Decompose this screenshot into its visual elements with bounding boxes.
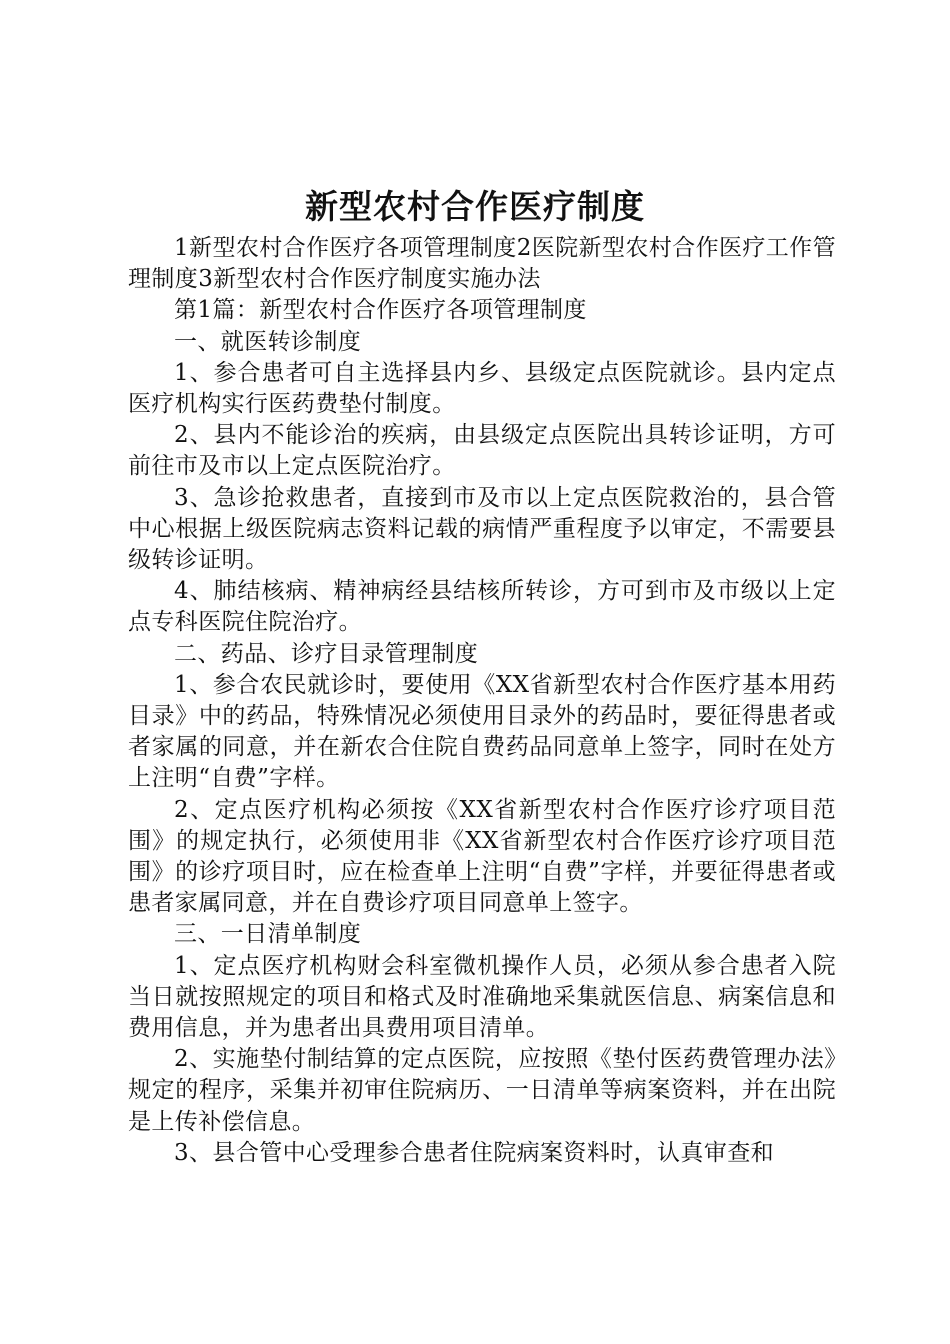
paragraph-drug-catalog-2: 2、定点医疗机构必须按《XX省新型农村合作医疗诊疗项目范围》的规定执行，必须使用非《XX省新型农村合作医疗诊疗项目范围》的诊疗项目时，应在检查单上注明“自费”字样，并要征得患者或患者家属同意，并在自费诊疗项目同意单上签字。 xyxy=(128,796,836,917)
document-title: 新型农村合作医疗制度 xyxy=(305,187,645,226)
paragraph-referral-2: 2、县内不能诊治的疾病，由县级定点医院出具转诊证明，方可前往市及市以上定点医院治疗。 xyxy=(128,422,836,480)
document-body xyxy=(128,233,836,1169)
paragraph-chapter-heading: 第1篇：新型农村合作医疗各项管理制度 xyxy=(174,297,587,324)
section-heading-drug-catalog: 二、药品、诊疗目录管理制度 xyxy=(174,640,479,667)
paragraph-daily-list-1: 1、定点医疗机构财会科室微机操作人员，必须从参合患者入院当日就按照规定的项目和格式及时准确地采集就医信息、病案信息和费用信息，并为患者出具费用项目清单。 xyxy=(128,952,836,1042)
paragraph-referral-4: 4、肺结核病、精神病经县结核所转诊，方可到市及市级以上定点专科医院住院治疗。 xyxy=(128,578,836,636)
section-heading-daily-list: 三、一日清单制度 xyxy=(174,921,362,948)
paragraph-daily-list-3: 3、县合管中心受理参合患者住院病案资料时，认真审查和 xyxy=(174,1139,775,1166)
paragraph-referral-3: 3、急诊抢救患者，直接到市及市以上定点医院救治的，县合管中心根据上级医院病志资料记载的病情严重程度予以审定，不需要县级转诊证明。 xyxy=(128,484,836,574)
paragraph-drug-catalog-1: 1、参合农民就诊时，要使用《XX省新型农村合作医疗基本用药目录》中的药品，特殊情况必须使用目录外的药品时，要征得患者或者家属的同意，并在新农合住院自费药品同意单上签字，同时在处方上注明“自费”字样。 xyxy=(128,671,836,792)
paragraph-referral-1: 1、参合患者可自主选择县内乡、县级定点医院就诊。县内定点医疗机构实行医药费垫付制度。 xyxy=(128,359,836,418)
paragraph-daily-list-2: 2、实施垫付制结算的定点医院，应按照《垫付医药费管理办法》规定的程序，采集并初审住院病历、一日清单等病案资料，并在出院是上传补偿信息。 xyxy=(128,1046,836,1135)
paragraph-contents: 1新型农村合作医疗各项管理制度2医院新型农村合作医疗工作管理制度3新型农村合作医疗制度实施办法 xyxy=(128,235,836,293)
section-heading-referral: 一、就医转诊制度 xyxy=(174,328,362,355)
